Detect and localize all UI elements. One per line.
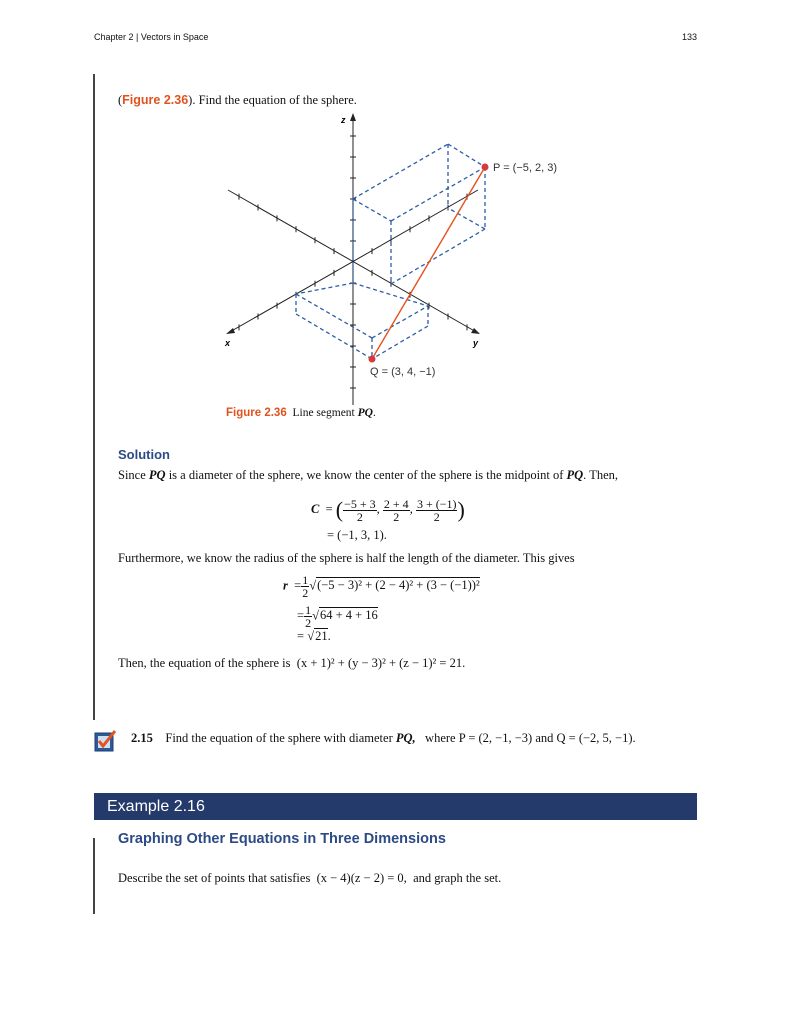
checkpoint-icon bbox=[94, 729, 118, 753]
figure-caption: Figure 2.36 Line segment PQ. bbox=[226, 407, 376, 419]
solution-conclusion: Then, the equation of the sphere is (x + 1)² + (y − 3)² + (z − 1)² = 21. bbox=[118, 656, 466, 670]
figure-2-36-graph bbox=[0, 0, 791, 430]
example-title-bar: Example 2.16 bbox=[94, 793, 697, 820]
segment-pq bbox=[372, 167, 485, 359]
solution-heading: Solution bbox=[118, 447, 170, 462]
figure-link[interactable]: Figure 2.36 bbox=[122, 93, 189, 107]
intro-text: (Figure 2.36). Find the equation of the sphere. bbox=[118, 93, 357, 107]
point-p-label: P = (−5, 2, 3) bbox=[493, 162, 558, 174]
example-text: Describe the set of points that satisfies (x − 4)(z − 2) = 0, and graph the set. bbox=[118, 871, 502, 885]
point-p bbox=[482, 164, 489, 171]
center-equation: C = ( $\frac{-5 + 3}{2}$ , $\frac{2 + 4}{2}$ , $\frac{3 + (-1)}{2}$ ) bbox=[311, 496, 465, 524]
point-q bbox=[369, 356, 376, 363]
solution-line-1: Since PQ is a diameter of the sphere, we know the center of the sphere is the midpoint of PQ. Then, bbox=[118, 468, 619, 482]
radius-line-1: r = $\frac{1}{2}$ √(−5 − 3)² + (2 − 4)² + (3 − (−1))² bbox=[283, 573, 480, 600]
chapter-header: Chapter 2 | Vectors in Space bbox=[94, 32, 209, 42]
page-number: 133 bbox=[681, 32, 697, 42]
radius-line-3: = √21. bbox=[297, 629, 331, 643]
radius-line-2: = $\frac{1}{2}$ √64 + 4 + 16 bbox=[297, 603, 378, 630]
x-label: x bbox=[225, 338, 231, 348]
example-heading: Graphing Other Equations in Three Dimensions bbox=[118, 831, 446, 847]
checkpoint-2-15: 2.15 Find the equation of the sphere with diameter PQ, where P = (2, −1, −3) and Q = (−2, 5, −1). bbox=[131, 731, 636, 745]
solution-line-2: Furthermore, we know the radius of the sphere is half the length of the diameter. This gives bbox=[118, 551, 575, 565]
example-side-rule-2 bbox=[93, 838, 95, 914]
y-label: y bbox=[473, 338, 479, 348]
z-arrow-icon bbox=[350, 113, 356, 121]
x-arrow-icon bbox=[226, 328, 235, 334]
z-label: z bbox=[341, 115, 346, 125]
point-q-label: Q = (3, 4, −1) bbox=[370, 366, 436, 378]
center-result: = (−1, 3, 1). bbox=[327, 528, 387, 542]
y-arrow-icon bbox=[471, 328, 480, 334]
